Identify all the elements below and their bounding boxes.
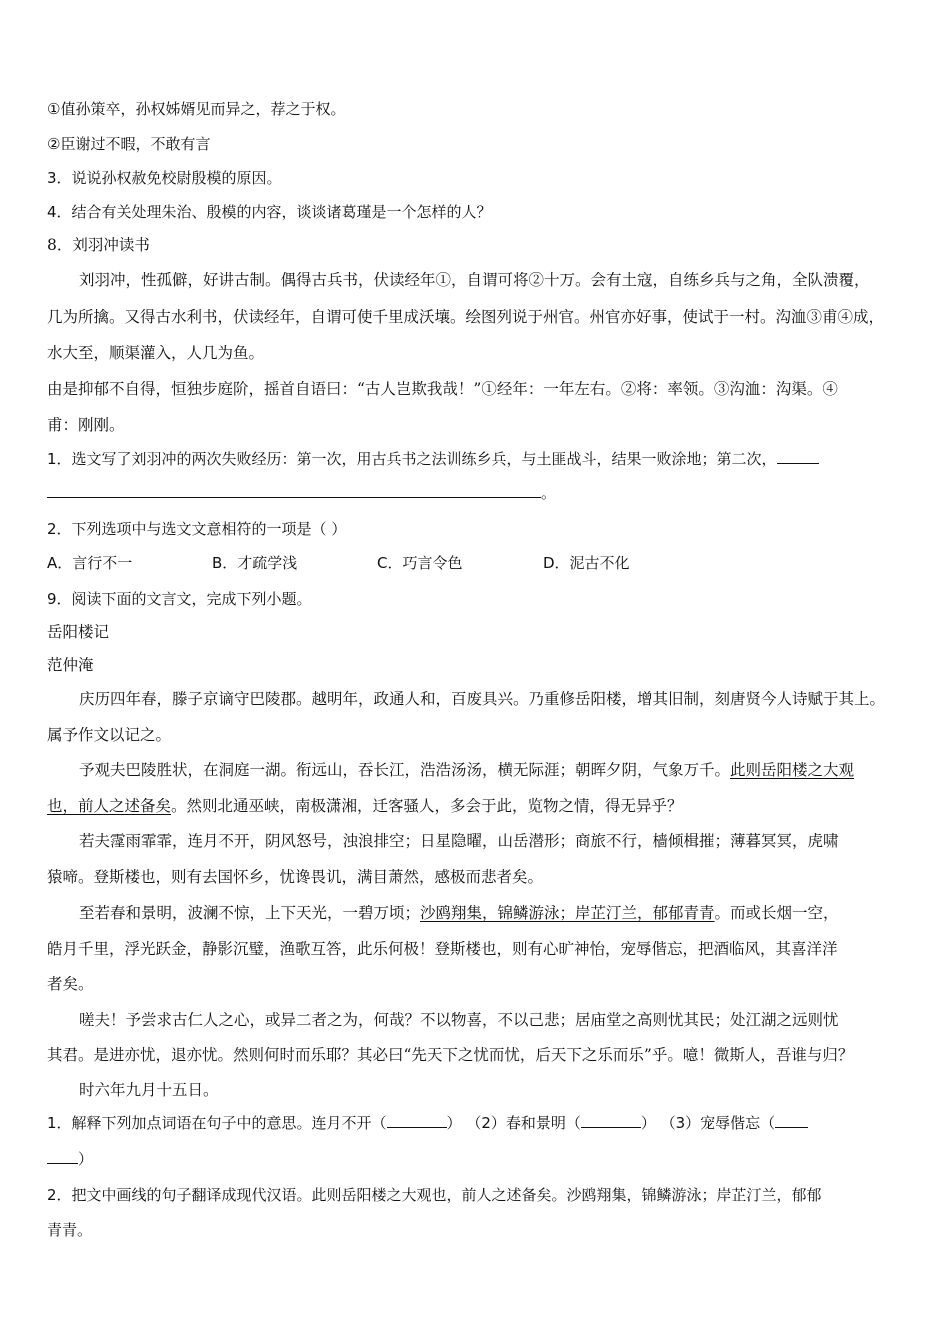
s8-para2-line2: 甫：刚刚。 xyxy=(47,416,125,434)
s8-question-1-text: 1．选文写了刘羽冲的两次失败经历：第一次，用古兵书之法训练乡兵，与土匪战斗，结果一败涂地；第二次， xyxy=(47,450,777,468)
s8-para2-line1: 由是抑郁不自得，恒独步庭阶，摇首自语曰：“古人岂欺我哉！”①经年：一年左右。②将：率领。③沟洫：沟渠。④ xyxy=(47,380,838,398)
s9-para4-text: 至若春和景明，波澜不惊，上下天光，一碧万顷； xyxy=(79,904,421,922)
s9-para3-line1: 若夫霪雨霏霏，连月不开，阴风怒号，浊浪排空；日星隐曜，山岳潜形；商旅不行，樯倾楫摧；薄暮冥冥，虎啸 xyxy=(79,832,839,850)
s9-para2-text-end: 。然则北通巫峡，南极潇湘，迁客骚人，多会于此，览物之情，得无异乎？ xyxy=(171,797,683,815)
s9-para4-text-end: 。而或长烟一空， xyxy=(714,904,839,922)
option-b[interactable]: B．才疏学浅 xyxy=(212,554,298,572)
underlined-sentence-2: 沙鸥翔集，锦鳞游泳；岸芷汀兰，郁郁青青 xyxy=(420,904,715,922)
s9-question-2-line1: 2．把文中画线的句子翻译成现代汉语。此则岳阳楼之大观也，前人之述备矣。沙鸥翔集，锦鳞游泳；岸芷汀兰，郁郁 xyxy=(47,1186,822,1204)
underlined-sentence-1a: 此则岳阳楼之大观 xyxy=(730,761,855,779)
option-d[interactable]: D．泥古不化 xyxy=(543,554,630,572)
s9-question-1-part2: ） （2）春和景明（ xyxy=(446,1114,581,1132)
s8-question-1 xyxy=(47,448,819,470)
s9-para2-line2 xyxy=(47,795,683,817)
answer-blank-3-cont[interactable] xyxy=(47,1148,78,1164)
s9-para5-line2: 其君。是进亦忧，退亦忧。然则何时而乐耶？其必曰“先天下之忧而忧，后天下之乐而乐”乎。噫！微斯人，吾谁与归？ xyxy=(47,1046,854,1064)
period: 。 xyxy=(541,484,557,502)
s9-para2-line1 xyxy=(79,759,854,781)
s9-question-1-part3: ） （3）宠辱偕忘（ xyxy=(640,1114,776,1132)
s9-question-1 xyxy=(47,1112,808,1134)
s9-para4-line3: 者矣。 xyxy=(47,975,94,993)
s9-para3-line2: 猿啼。登斯楼也，则有去国怀乡，忧谗畏讥，满目萧然，感极而悲者矣。 xyxy=(47,868,544,886)
s8-para1-line1: 刘羽冲，性孤僻，好讲古制。偶得古兵书，伏读经年①，自谓可将②十万。会有土寇，自练乡兵与之角，全队溃覆， xyxy=(79,271,870,289)
answer-blank[interactable] xyxy=(777,448,819,464)
s9-para2-text: 予观夫巴陵胜状，在洞庭一湖。衔远山，吞长江，浩浩汤汤，横无际涯；朝晖夕阴，气象万千。 xyxy=(79,761,731,779)
option-a[interactable]: A．言行不一 xyxy=(47,554,133,572)
answer-blank[interactable] xyxy=(47,482,541,498)
section-8-header: 8．刘羽冲读书 xyxy=(47,236,150,254)
answer-blank-2[interactable] xyxy=(581,1112,641,1128)
section-9-header: 9．阅读下面的文言文，完成下列小题。 xyxy=(47,590,312,608)
essay-author: 范仲淹 xyxy=(47,656,94,674)
s9-para4-line2: 皓月千里，浮光跃金，静影沉璧，渔歌互答，此乐何极！登斯楼也，则有心旷神怡，宠辱偕忘，把酒临风，其喜洋洋 xyxy=(47,940,838,958)
s8-question-1-cont xyxy=(47,482,556,504)
s8-para1-line3: 水大至，顺渠灌入，人几为鱼。 xyxy=(47,344,265,362)
s8-question-2: 2．下列选项中与选文文意相符的一项是（ ） xyxy=(47,520,347,538)
s9-question-1-text: 1．解释下列加点词语在句子中的意思。连月不开（ xyxy=(47,1114,387,1132)
question-3: 3．说说孙权赦免校尉殷模的原因。 xyxy=(47,169,282,187)
answer-blank-1[interactable] xyxy=(387,1112,447,1128)
s9-para4-line1 xyxy=(79,902,839,924)
s8-para1-line2: 几为所擒。又得古水利书，伏读经年，自谓可使千里成沃壤。绘图列说于州官。州官亦好事，使试于一村。沟洫③甫④成， xyxy=(47,308,885,326)
essay-title: 岳阳楼记 xyxy=(47,623,110,641)
option-c[interactable]: C．巧言令色 xyxy=(377,554,463,572)
s9-date: 时六年九月十五日。 xyxy=(79,1081,219,1099)
closing-paren: ） xyxy=(78,1150,94,1168)
underlined-sentence-1b: 也，前人之述备矣 xyxy=(47,797,172,815)
s9-question-2-line2: 青青。 xyxy=(47,1221,93,1239)
s9-para1-line1: 庆历四年春，滕子京谪守巴陵郡。越明年，政通人和，百废具兴。乃重修岳阳楼，增其旧制，刻唐贤今人诗赋于其上。 xyxy=(79,690,886,708)
s9-para1-line2: 属予作文以记之。 xyxy=(47,726,172,744)
s8-options xyxy=(47,552,630,574)
answer-blank-3[interactable] xyxy=(775,1112,808,1128)
s9-para5-line1: 嗟夫！予尝求古仁人之心，或异二者之为，何哉？不以物喜，不以己悲；居庙堂之高则忧其民；处江湖之远则忧 xyxy=(79,1011,839,1029)
s9-question-1-cont xyxy=(47,1148,93,1170)
intro-item-2: ②臣谢过不暇，不敢有言 xyxy=(47,135,211,153)
intro-item-1: ①值孙策卒，孙权姊婿见而异之，荐之于权。 xyxy=(47,100,346,118)
question-4: 4．结合有关处理朱治、殷模的内容，谈谈诸葛瑾是一个怎样的人？ xyxy=(47,203,492,221)
